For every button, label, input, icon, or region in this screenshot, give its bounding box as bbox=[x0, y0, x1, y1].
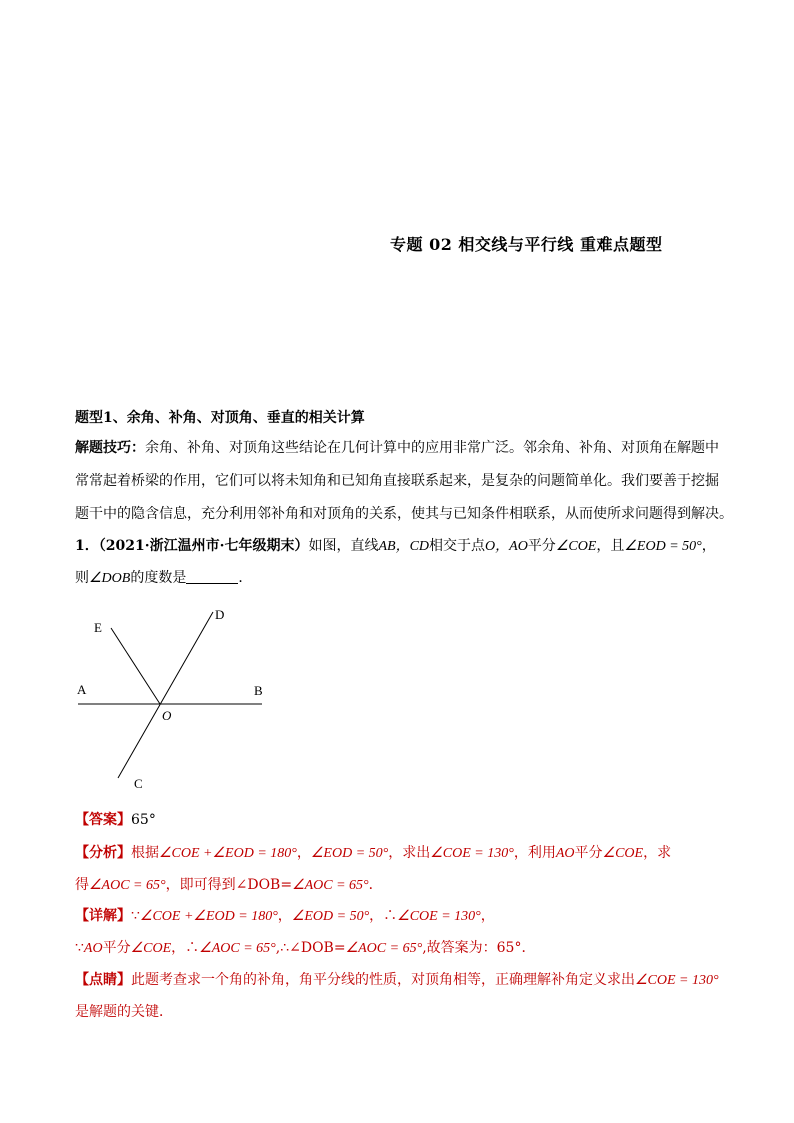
answer-value: 65° bbox=[131, 812, 156, 828]
answer-blank bbox=[186, 569, 238, 584]
tip-line-2: 常常起着桥梁的作用，它们可以将未知角和已知角直接联系起来，是复杂的问题简单化。我们要善于挖掘 bbox=[75, 473, 719, 489]
label-e: E bbox=[94, 620, 102, 635]
document-title: 专题 02 相交线与平行线 重难点题型 bbox=[390, 235, 663, 254]
line-cd bbox=[118, 612, 213, 778]
geometry-figure bbox=[0, 600, 300, 800]
problem-number: 1． bbox=[75, 538, 99, 554]
section-heading: 题型1、余角、补角、对顶角、垂直的相关计算 bbox=[75, 410, 365, 426]
tip-line-3: 题干中的隐含信息，充分利用邻补角和对顶角的关系，使其与已知条件相联系，从而使所求问题得到解决。 bbox=[75, 506, 733, 522]
ray-oe bbox=[111, 628, 160, 704]
problem-line-1: 1．（2021·浙江温州市·七年级期末）如图，直线AB，CD相交于点O，AO平分∠COE，且∠EOD = 50°， bbox=[75, 538, 716, 554]
detail-line-2: ∵AO平分∠COE，∴∠AOC = 65°,∴∠DOB=∠AOC = 65°,故答案为：65°． bbox=[75, 940, 536, 956]
analysis-line-1: 【分析】根据∠COE +∠EOD = 180°，∠EOD = 50°，求出∠COE = 130°，利用AO平分∠COE，求 bbox=[75, 845, 672, 861]
label-a: A bbox=[77, 682, 87, 697]
comment-line-2: 是解题的关键． bbox=[75, 1004, 173, 1020]
analysis-line-2: 得∠AOC = 65°，即可得到∠DOB=∠AOC = 65°． bbox=[75, 877, 383, 893]
analysis-tag: 【分析】 bbox=[75, 845, 131, 861]
label-o: O bbox=[162, 708, 172, 723]
comment-tag: 【点睛】 bbox=[75, 972, 131, 988]
problem-line-2: 则∠DOB的度数是 ． bbox=[75, 570, 253, 586]
label-c: C bbox=[134, 776, 143, 791]
label-b: B bbox=[254, 683, 263, 698]
tip-label: 解题技巧： bbox=[75, 440, 145, 456]
comment-line-1: 【点睛】此题考查求一个角的补角，角平分线的性质，对顶角相等，正确理解补角定义求出∠COE = 130° bbox=[75, 972, 719, 988]
label-d: D bbox=[215, 607, 225, 622]
detail-line-1: 【详解】∵∠COE +∠EOD = 180°，∠EOD = 50°，∴∠COE = 130°， bbox=[75, 908, 495, 924]
answer-line bbox=[75, 810, 156, 830]
tip-line-1: 解题技巧：余角、补角、对顶角这些结论在几何计算中的应用非常广泛。邻余角、补角、对顶角在解题中 bbox=[75, 440, 719, 456]
detail-tag: 【详解】 bbox=[75, 908, 131, 924]
answer-tag: 【答案】 bbox=[75, 812, 131, 828]
problem-source: （2021·浙江温州市·七年级期末） bbox=[98, 538, 309, 554]
